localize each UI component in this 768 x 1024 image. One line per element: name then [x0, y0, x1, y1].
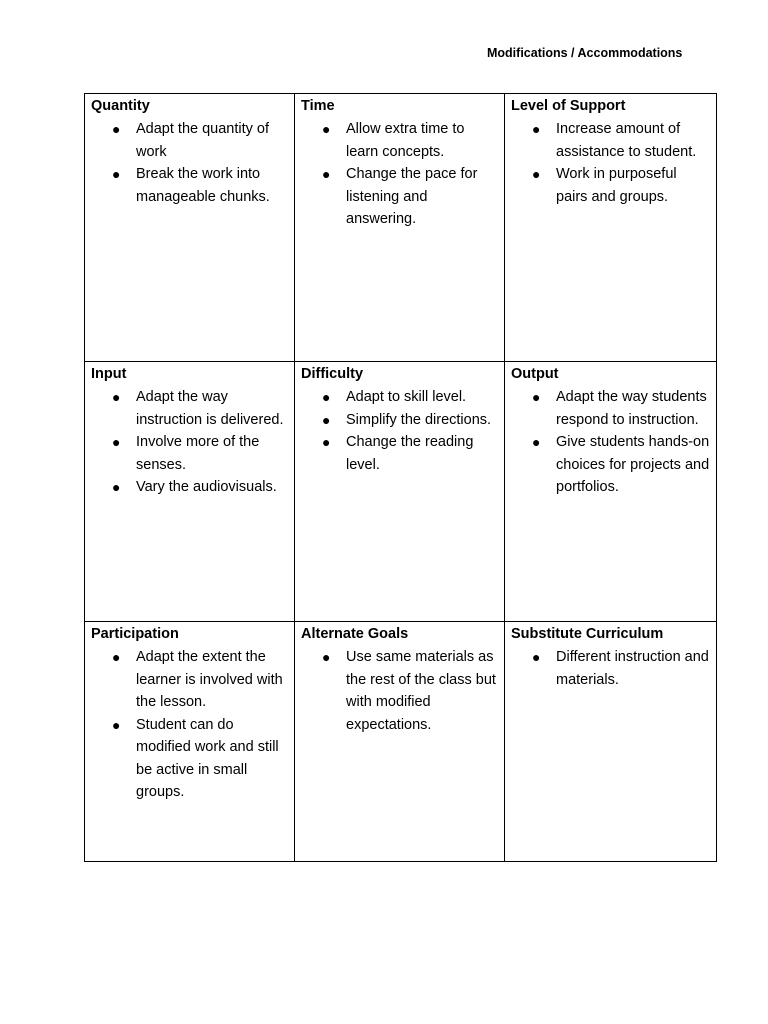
grid-row [85, 362, 717, 622]
list-item [91, 118, 288, 163]
bullet-icon: ● [112, 389, 121, 405]
bullet-icon: ● [112, 434, 121, 450]
list-item [91, 386, 288, 431]
list-item-text: Involve more of the senses. [136, 434, 260, 473]
cell-title: Substitute Curriculum [511, 626, 664, 642]
list-item-text: Use same materials as the rest of the class but with modified expectations. [346, 649, 496, 733]
list-item-text: Adapt the quantity of work [136, 121, 270, 160]
cell-title: Difficulty [301, 366, 364, 382]
list-item-text: Increase amount of assistance to student. [556, 121, 697, 160]
grid-cell-quantity [85, 94, 295, 362]
bullet-list [511, 386, 710, 499]
bullet-list [511, 646, 710, 691]
list-item [511, 431, 710, 499]
bullet-list [511, 118, 710, 208]
cell-title: Level of Support [511, 98, 626, 114]
grid-cell-level-of-support [505, 94, 717, 362]
bullet-icon: ● [322, 121, 331, 137]
cell-title: Output [511, 366, 559, 382]
list-item [301, 646, 498, 736]
list-item-text: Work in purposeful pairs and groups. [556, 166, 677, 205]
grid-row [85, 622, 717, 862]
page-header-title: Modifications / Accommodations [487, 46, 683, 60]
list-item-text: Adapt the extent the learner is involved with the lesson. [136, 649, 283, 710]
bullet-list [91, 386, 288, 499]
grid-cell-input [85, 362, 295, 622]
cell-title: Alternate Goals [301, 626, 409, 642]
grid-cell-participation [85, 622, 295, 862]
list-item-text: Change the pace for listening and answering. [346, 166, 478, 227]
grid-cell-substitute-curriculum [505, 622, 717, 862]
bullet-list [91, 118, 288, 208]
bullet-icon: ● [322, 389, 331, 405]
grid-cell-time [295, 94, 505, 362]
list-item-text: Give students hands-on choices for projects and portfolios. [556, 434, 710, 495]
bullet-icon: ● [532, 121, 541, 137]
list-item-text: Different instruction and materials. [556, 649, 709, 688]
list-item [91, 431, 288, 476]
list-item-text: Simplify the directions. [346, 411, 492, 428]
list-item [301, 386, 498, 409]
list-item [91, 646, 288, 714]
bullet-icon: ● [112, 649, 121, 665]
list-item [91, 476, 288, 499]
list-item [301, 118, 498, 163]
grid-cell-difficulty [295, 362, 505, 622]
grid-cell-alternate-goals [295, 622, 505, 862]
bullet-icon: ● [322, 649, 331, 665]
list-item-text: Adapt the way students respond to instruction. [556, 389, 707, 428]
list-item [301, 409, 498, 432]
grid-cell-output [505, 362, 717, 622]
list-item [511, 118, 710, 163]
list-item-text: Change the reading level. [346, 434, 474, 473]
list-item-text: Break the work into manageable chunks. [136, 166, 270, 205]
bullet-icon: ● [532, 434, 541, 450]
bullet-icon: ● [322, 434, 331, 450]
list-item [511, 163, 710, 208]
bullet-list [301, 118, 498, 231]
bullet-list [91, 646, 288, 804]
list-item [301, 431, 498, 476]
list-item-text: Adapt the way instruction is delivered. [136, 389, 284, 428]
list-item [91, 163, 288, 208]
cell-title: Time [301, 98, 335, 114]
bullet-icon: ● [532, 649, 541, 665]
bullet-icon: ● [532, 389, 541, 405]
list-item [511, 386, 710, 431]
bullet-icon: ● [112, 716, 121, 733]
bullet-icon: ● [322, 411, 331, 428]
accommodations-grid [84, 93, 717, 862]
list-item-text: Vary the audiovisuals. [136, 479, 277, 495]
bullet-icon: ● [322, 166, 331, 182]
cell-title: Input [91, 366, 127, 382]
list-item [301, 163, 498, 231]
list-item-text: Adapt to skill level. [346, 389, 467, 405]
bullet-icon: ● [112, 166, 121, 182]
bullet-icon: ● [112, 479, 121, 495]
list-item [511, 646, 710, 691]
grid-row [85, 94, 717, 362]
bullet-list [301, 646, 498, 736]
cell-title: Quantity [91, 98, 150, 114]
bullet-list [301, 386, 498, 476]
cell-title: Participation [91, 626, 179, 642]
list-item-text: Allow extra time to learn concepts. [346, 121, 465, 160]
bullet-icon: ● [112, 121, 121, 137]
list-item [91, 714, 288, 804]
list-item-text: Student can do modified work and still be active in small groups. [136, 716, 279, 800]
bullet-icon: ● [532, 166, 541, 182]
